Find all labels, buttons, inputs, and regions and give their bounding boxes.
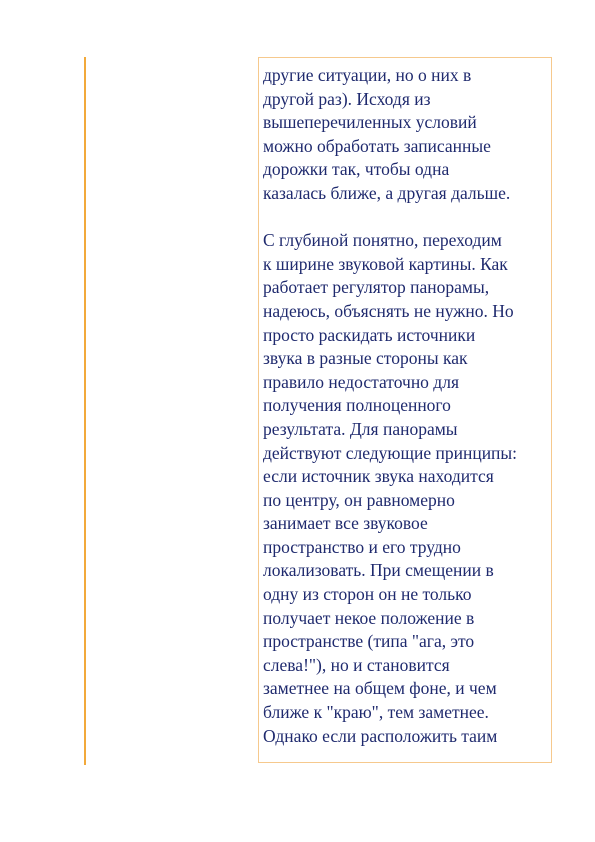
text-line: результата. Для панорамы — [263, 418, 458, 439]
paragraph-spacer — [263, 206, 552, 230]
text-line: другие ситуации, но о них в — [263, 65, 472, 85]
text-frame — [258, 57, 552, 763]
text-line: дорожки так, чтобы одна — [263, 159, 450, 180]
text-line: другой раз). Исходя из — [263, 88, 431, 109]
left-margin-rule — [84, 57, 86, 765]
text-line: локализовать. При смещении в — [263, 560, 494, 581]
text-body — [263, 64, 552, 748]
text-line: надеюсь, объяснять не нужно. Но — [263, 300, 514, 321]
text-line: ближе к "краю", тем заметнее. — [263, 702, 489, 723]
text-line: Однако если расположить таим — [263, 725, 498, 746]
paragraph-1 — [263, 64, 552, 206]
text-line: по центру, он равномерно — [263, 489, 455, 510]
text-line: вышеперечиленных условий — [263, 112, 477, 133]
text-line: правило недостаточно для — [263, 371, 459, 392]
text-line: пространство и его трудно — [263, 536, 461, 557]
text-line: к ширине звуковой картины. Как — [263, 253, 508, 274]
paragraph-2 — [263, 229, 552, 748]
text-line: одну из сторон он не только — [263, 584, 472, 605]
text-line: получения полноценного — [263, 395, 451, 416]
text-line: С глубиной понятно, переходим — [263, 230, 502, 251]
text-line: заметнее на общем фоне, и чем — [263, 678, 497, 699]
text-line: казалась ближе, а другая дальше. — [263, 182, 511, 203]
text-line: слева!"), но и становится — [263, 654, 450, 675]
text-line: пространстве (типа "ага, это — [263, 631, 475, 652]
text-line: действуют следующие принципы: — [263, 442, 518, 463]
text-line: просто раскидать источники — [263, 324, 476, 345]
text-line: можно обработать записанные — [263, 135, 491, 156]
text-line: занимает все звуковое — [263, 513, 428, 534]
text-line: работает регулятор панорамы, — [263, 277, 490, 298]
text-line: звука в разные стороны как — [263, 348, 468, 369]
text-line: если источник звука находится — [263, 466, 494, 487]
text-line: получает некое положение в — [263, 607, 475, 628]
